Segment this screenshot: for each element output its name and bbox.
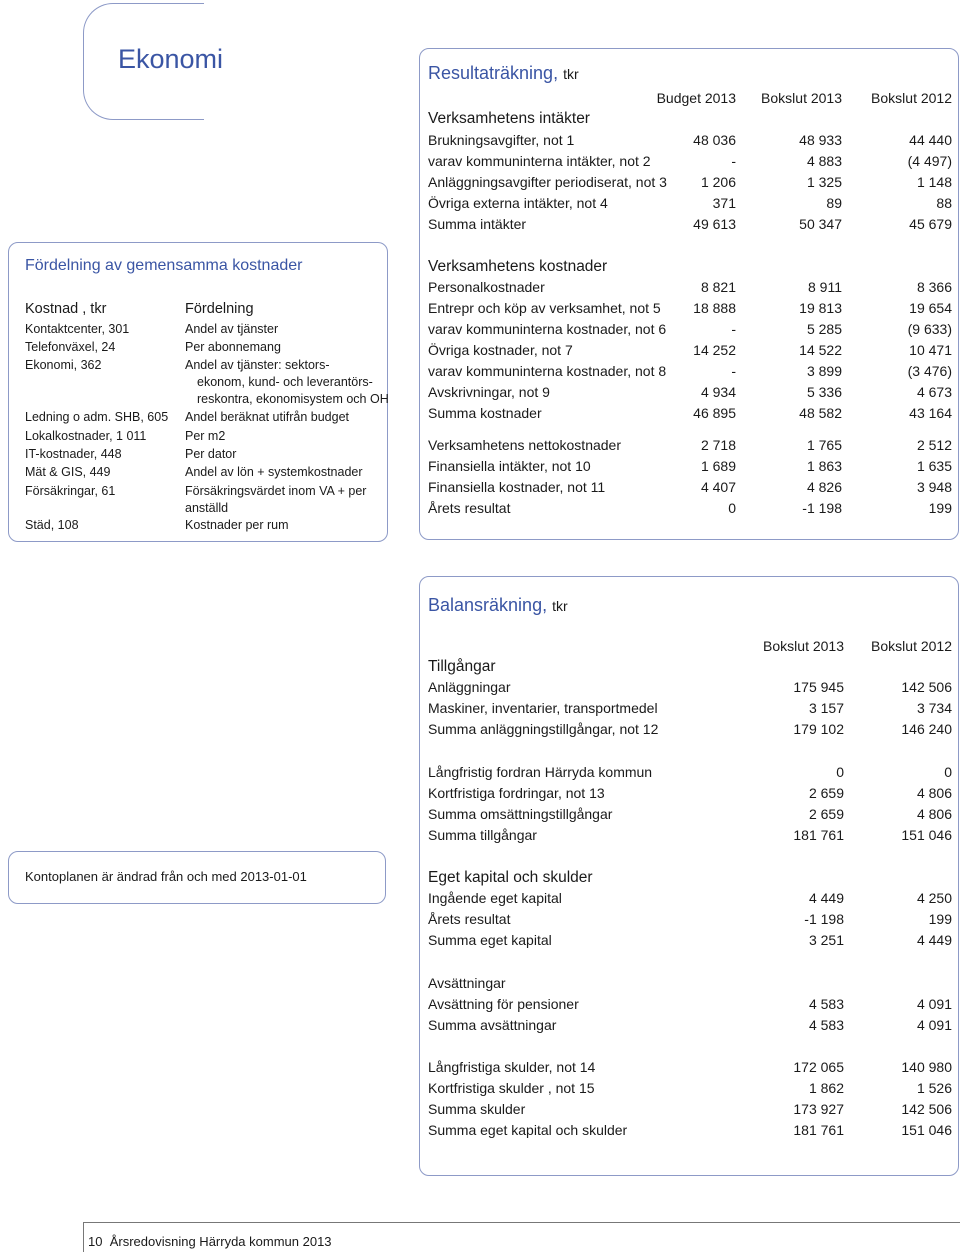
row-value: 181 761	[793, 827, 844, 843]
row-value: 3 157	[808, 700, 844, 716]
row-label: Finansiella intäkter, not 10	[428, 458, 591, 474]
row-value: 4 091	[916, 1017, 952, 1033]
table-row	[428, 677, 952, 698]
distribution-cost: Försäkringar, 61	[25, 484, 116, 498]
row-value: 199	[928, 911, 952, 927]
footer-text: Årsredovisning Härryda kommun 2013	[109, 1234, 332, 1249]
row-value: 4 806	[916, 785, 952, 801]
row-value: 1 689	[700, 458, 736, 474]
row-label: Summa intäkter	[428, 216, 527, 232]
row-value: 0	[836, 764, 844, 780]
table-row	[428, 888, 952, 909]
provisions-heading: Avsättningar	[428, 975, 506, 991]
row-value: 1 148	[916, 174, 952, 190]
table-row	[428, 719, 952, 740]
row-value: 4 883	[806, 153, 842, 169]
distribution-method-cont: ekonom, kund- och leverantörs-	[197, 375, 373, 389]
row-value: 49 613	[693, 216, 736, 232]
table-row	[428, 130, 952, 151]
row-value: 14 252	[693, 342, 736, 358]
row-value: (9 633)	[907, 321, 952, 337]
row-value: -1 198	[804, 911, 844, 927]
table-row	[428, 930, 952, 951]
table-row	[428, 994, 952, 1015]
footer	[88, 1234, 332, 1249]
distribution-cost: Städ, 108	[25, 518, 79, 532]
table-row	[428, 172, 952, 193]
distribution-row	[9, 321, 387, 338]
income-statement-box	[419, 48, 959, 540]
income-heading: Verksamhetens intäkter	[428, 110, 590, 127]
row-value: 173 927	[793, 1101, 844, 1117]
row-label: Anläggningsavgifter periodiserat, not 3	[428, 174, 667, 190]
row-label: varav kommuninterna kostnader, not 8	[428, 363, 667, 379]
distribution-cost: IT-kostnader, 448	[25, 447, 122, 461]
row-value: 8 821	[700, 279, 736, 295]
distribution-row	[9, 483, 387, 517]
table-row	[428, 298, 952, 319]
distribution-row	[9, 428, 387, 445]
table-row	[428, 1057, 952, 1078]
row-value: (4 497)	[907, 153, 952, 169]
row-label: Summa skulder	[428, 1101, 526, 1117]
row-value: 4 583	[808, 1017, 844, 1033]
row-value: 1 765	[806, 437, 842, 453]
row-value: 50 347	[799, 216, 842, 232]
row-value: 1 325	[806, 174, 842, 190]
row-value: -	[731, 321, 736, 337]
row-value: 0	[944, 764, 952, 780]
distribution-method: Per abonnemang	[185, 340, 281, 354]
row-label: varav kommuninterna intäkter, not 2	[428, 153, 651, 169]
row-label: Ingående eget kapital	[428, 890, 562, 906]
row-value: -	[731, 153, 736, 169]
row-value: 371	[712, 195, 736, 211]
table-row	[428, 698, 952, 719]
cost-distribution-box	[8, 242, 388, 542]
table-row	[428, 783, 952, 804]
table-row	[428, 1120, 952, 1141]
distribution-method: Andel av lön + systemkostnader	[185, 465, 363, 479]
income-statement-unit: tkr	[563, 66, 579, 82]
row-value: 19 654	[909, 300, 952, 316]
cost-column-header: Kostnad , tkr	[25, 301, 107, 317]
row-value: 48 036	[693, 132, 736, 148]
distribution-method: Kostnader per rum	[185, 518, 289, 532]
row-label: Brukningsavgifter, not 1	[428, 132, 575, 148]
distribution-method-cont: reskontra, ekonomisystem och OH	[197, 392, 389, 406]
row-value: 46 895	[693, 405, 736, 421]
distribution-row	[9, 446, 387, 463]
distribution-method-cont: anställd	[185, 501, 229, 515]
row-label: Övriga kostnader, not 7	[428, 342, 573, 358]
row-label: varav kommuninterna kostnader, not 6	[428, 321, 667, 337]
table-row	[428, 151, 952, 172]
distribution-cost: Ekonomi, 362	[25, 358, 102, 372]
row-value: 4 449	[916, 932, 952, 948]
row-value: 172 065	[793, 1059, 844, 1075]
row-label: Verksamhetens nettokostnader	[428, 437, 622, 453]
row-label: Summa tillgångar	[428, 827, 537, 843]
row-value: 4 250	[916, 890, 952, 906]
row-value: 3 948	[916, 479, 952, 495]
row-value: 4 583	[808, 996, 844, 1012]
page-number: 10	[88, 1234, 103, 1249]
row-value: 4 806	[916, 806, 952, 822]
column-header: Budget 2013	[656, 90, 736, 106]
row-label: Kortfristiga skulder , not 15	[428, 1080, 595, 1096]
row-value: 18 888	[693, 300, 736, 316]
table-row	[428, 804, 952, 825]
distribution-method: Per dator	[185, 447, 237, 461]
footer-tick	[83, 1222, 84, 1252]
table-row	[428, 382, 952, 403]
column-header: Bokslut 2013	[763, 638, 844, 654]
row-value: 43 164	[909, 405, 952, 421]
balance-sheet-box	[419, 576, 959, 1176]
row-value: 151 046	[901, 827, 952, 843]
row-value: -1 198	[802, 500, 842, 516]
distribution-method: Per m2	[185, 429, 226, 443]
distribution-row	[9, 517, 387, 534]
distribution-method: Andel av tjänster: sektors-	[185, 358, 330, 372]
table-row	[428, 214, 952, 235]
distribution-row	[9, 409, 387, 426]
table-row	[428, 825, 952, 846]
row-label: Finansiella kostnader, not 11	[428, 479, 606, 495]
row-label: Summa eget kapital	[428, 932, 552, 948]
table-row	[428, 1015, 952, 1036]
row-value: 4 934	[700, 384, 736, 400]
section-title: Ekonomi	[118, 44, 224, 74]
row-value: 1 863	[806, 458, 842, 474]
note-box	[8, 851, 386, 904]
row-label: Årets resultat	[428, 911, 511, 927]
row-label: Summa kostnader	[428, 405, 542, 421]
table-row	[428, 403, 952, 424]
cost-heading: Verksamhetens kostnader	[428, 258, 608, 275]
row-value: 44 440	[909, 132, 952, 148]
row-label: Långfristig fordran Härryda kommun	[428, 764, 653, 780]
row-label: Summa avsättningar	[428, 1017, 557, 1033]
row-label: Avskrivningar, not 9	[428, 384, 550, 400]
table-row	[428, 435, 952, 456]
row-value: 4 449	[808, 890, 844, 906]
assets-heading: Tillgångar	[428, 658, 496, 675]
income-column-headers	[428, 88, 952, 109]
distribution-row	[9, 357, 387, 409]
row-value: 88	[936, 195, 952, 211]
income-statement-title-text: Resultaträkning,	[428, 63, 559, 83]
balance-column-headers	[428, 636, 952, 657]
row-value: 1 635	[916, 458, 952, 474]
balance-sheet-title	[428, 595, 568, 616]
row-label: Kortfristiga fordringar, not 13	[428, 785, 605, 801]
row-label: Summa eget kapital och skulder	[428, 1122, 628, 1138]
income-statement-title	[428, 63, 579, 84]
row-value: 8 366	[916, 279, 952, 295]
column-header: Bokslut 2012	[871, 638, 952, 654]
row-value: 89	[826, 195, 842, 211]
distribution-cost: Mät & GIS, 449	[25, 465, 111, 479]
row-value: 3 899	[806, 363, 842, 379]
method-column-header: Fördelning	[185, 301, 254, 317]
column-header: Bokslut 2013	[761, 90, 842, 106]
row-label: Årets resultat	[428, 500, 511, 516]
row-value: 2 718	[700, 437, 736, 453]
row-value: 19 813	[799, 300, 842, 316]
table-row	[428, 909, 952, 930]
distribution-cost: Ledning o adm. SHB, 605	[25, 410, 169, 424]
row-value: -	[731, 363, 736, 379]
row-value: 48 582	[799, 405, 842, 421]
row-value: 151 046	[901, 1122, 952, 1138]
table-row	[428, 319, 952, 340]
row-value: 142 506	[901, 679, 952, 695]
table-row	[428, 361, 952, 382]
row-value: 10 471	[909, 342, 952, 358]
row-value: 5 285	[806, 321, 842, 337]
row-label: Avsättning för pensioner	[428, 996, 579, 1012]
row-value: 0	[728, 500, 736, 516]
row-value: 3 734	[916, 700, 952, 716]
row-label: Maskiner, inventarier, transportmedel	[428, 700, 658, 716]
row-value: 199	[928, 500, 952, 516]
table-row	[428, 762, 952, 783]
row-value: 146 240	[901, 721, 952, 737]
table-row	[428, 193, 952, 214]
row-value: 2 512	[916, 437, 952, 453]
note-text: Kontoplanen är ändrad från och med 2013-01-01	[25, 869, 307, 884]
row-value: 140 980	[901, 1059, 952, 1075]
row-label: Långfristiga skulder, not 14	[428, 1059, 596, 1075]
distribution-cost: Lokalkostnader, 1 011	[25, 429, 147, 443]
row-label: Övriga externa intäkter, not 4	[428, 195, 608, 211]
equity-heading: Eget kapital och skulder	[428, 869, 593, 886]
table-row	[428, 456, 952, 477]
row-label: Summa anläggningstillgångar, not 12	[428, 721, 659, 737]
footer-rule	[83, 1222, 960, 1223]
balance-sheet-unit: tkr	[552, 598, 568, 614]
row-value: 48 933	[799, 132, 842, 148]
row-value: 8 911	[808, 279, 842, 295]
row-value: 4 826	[806, 479, 842, 495]
row-value: 5 336	[806, 384, 842, 400]
row-value: 181 761	[793, 1122, 844, 1138]
row-label: Summa omsättningstillgångar	[428, 806, 613, 822]
row-value: 142 506	[901, 1101, 952, 1117]
distribution-row	[9, 464, 387, 481]
row-value: 14 522	[799, 342, 842, 358]
cost-distribution-title: Fördelning av gemensamma kostnader	[25, 257, 303, 274]
table-row	[428, 477, 952, 498]
row-value: 3 251	[808, 932, 844, 948]
column-header: Bokslut 2012	[871, 90, 952, 106]
distribution-row	[9, 339, 387, 356]
row-value: 2 659	[808, 806, 844, 822]
row-value: 1 206	[700, 174, 736, 190]
distribution-method: Andel av tjänster	[185, 322, 279, 336]
row-value: 1 526	[916, 1080, 952, 1096]
row-value: 175 945	[793, 679, 844, 695]
distribution-method: Försäkringsvärdet inom VA + per	[185, 484, 367, 498]
row-value: 1 862	[808, 1080, 844, 1096]
table-row	[428, 340, 952, 361]
table-row	[428, 498, 952, 519]
row-value: 2 659	[808, 785, 844, 801]
distribution-method: Andel beräknat utifrån budget	[185, 410, 350, 424]
row-label: Anläggningar	[428, 679, 511, 695]
table-row	[428, 1099, 952, 1120]
row-value: 45 679	[909, 216, 952, 232]
table-row	[428, 1078, 952, 1099]
balance-sheet-title-text: Balansräkning,	[428, 595, 548, 615]
distribution-cost: Kontaktcenter, 301	[25, 322, 130, 336]
row-label: Entrepr och köp av verksamhet, not 5	[428, 300, 661, 316]
distribution-cost: Telefonväxel, 24	[25, 340, 116, 354]
row-value: 4 407	[700, 479, 736, 495]
row-value: 179 102	[793, 721, 844, 737]
row-value: 4 673	[916, 384, 952, 400]
row-value: 4 091	[916, 996, 952, 1012]
row-label: Personalkostnader	[428, 279, 545, 295]
row-value: (3 476)	[907, 363, 952, 379]
table-row	[428, 277, 952, 298]
